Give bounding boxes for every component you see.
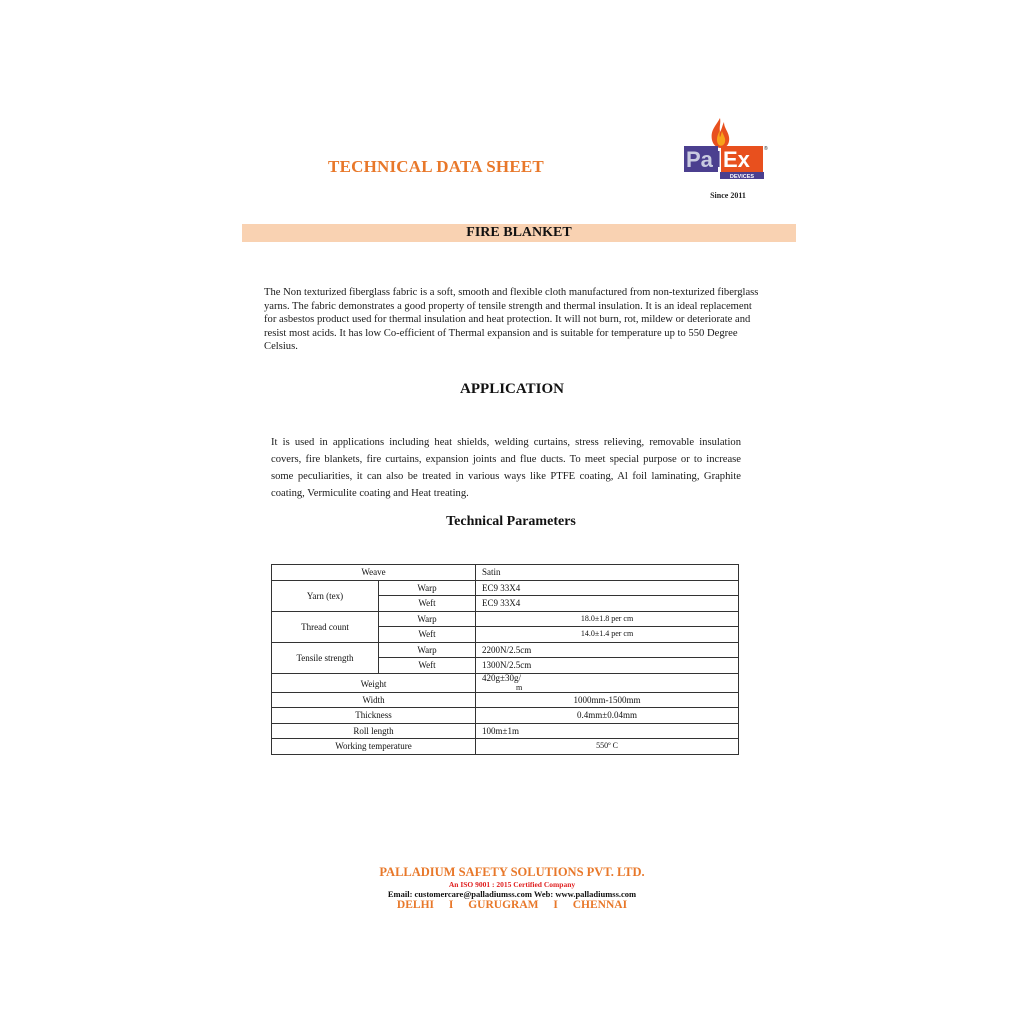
table-row [272,580,739,596]
table-row [272,723,739,739]
param-label: Tensile strength [272,642,379,673]
palex-logo [680,114,768,184]
param-sub-label: Warp [379,611,476,627]
param-label: Working temperature [272,739,476,755]
param-value: 18.0±1.8 per cm [476,611,739,627]
param-value: 1000mm-1500mm [476,692,739,708]
svg-text:®: ® [764,146,768,152]
param-value: 2200N/2.5cm [476,642,739,658]
param-label: Weight [272,673,476,692]
application-heading: APPLICATION [460,381,564,397]
since-label: Since 2011 [710,191,746,200]
param-value: 550º C [476,739,739,755]
param-value: 1300N/2.5cm [476,658,739,674]
city-gurugram: GURUGRAM [468,899,539,911]
company-name: PALLADIUM SAFETY SOLUTIONS PVT. LTD. [379,865,645,879]
table-row [272,708,739,724]
param-value [476,673,739,692]
product-name: FIRE BLANKET [466,225,572,240]
param-label: Thread count [272,611,379,642]
city-separator: I [553,899,558,911]
param-value: 0.4mm±0.04mm [476,708,739,724]
param-label: Width [272,692,476,708]
param-value: 14.0±1.4 per cm [476,627,739,643]
param-label: Yarn (tex) [272,580,379,611]
iso-certification: An ISO 9001 : 2015 Certified Company [448,880,576,889]
table-row [272,673,739,692]
param-sub-label: Weft [379,627,476,643]
svg-text:DEVICES: DEVICES [729,174,755,180]
param-value: 100m±1m [476,723,739,739]
table-row [272,642,739,658]
svg-text:l: l [715,147,722,172]
technical-heading: Technical Parameters [446,514,576,529]
table-row [272,565,739,581]
param-value: EC9 33X4 [476,580,739,596]
param-sub-label: Warp [379,580,476,596]
table-row [272,692,739,708]
table-row [272,739,739,755]
city-separator: I [448,899,454,911]
param-value: EC9 33X4 [476,596,739,612]
param-value: Satin [476,565,739,581]
product-band [242,224,796,242]
application-text: It is used in applications including heat shields, welding curtains, stress relieving, removable insulation covers, fire blankets, fire curtains, expansion joints and flue ducts. To meet special purpose or to increase some peculiarities, it can also be treated in various ways like PTFE coating, Al foil laminating, Graphite coating, Vermiculite coating and Heat treating. [271,437,741,499]
page-title: TECHNICAL DATA SHEET [328,157,544,176]
contact-line: Email: customercare@palladiumss.com Web: www.palladiumss.com [387,889,637,899]
svg-text:Pa: Pa [686,147,713,172]
city-delhi: DELHI [396,899,434,911]
city-chennai: CHENNAI [572,899,628,911]
param-sub-label: Weft [379,658,476,674]
param-label: Thickness [272,708,476,724]
param-sub-label: Warp [379,642,476,658]
weight-unit: m [516,682,523,692]
param-label: Roll length [272,723,476,739]
param-label: Weave [272,565,476,581]
technical-parameters-table [271,564,739,755]
table-row [272,611,739,627]
svg-text:Ex: Ex [723,147,750,172]
product-description: The Non texturized fiberglass fabric is a soft, smooth and flexible cloth manufactured from non-texturized fiberglass yarns. The fabric demonstrates a good property of tensile strength and thermal insulation. It is an ideal replacement for asbestos product used for thermal insulation and heat protection. It will not burn, rot, mildew or deteriorate and resist most acids. It has low Co-efficient of Thermal expansion and is suitable for temperature up to 550 Degree Celsius. [264,287,759,353]
office-cities [312,899,712,911]
param-sub-label: Weft [379,596,476,612]
weight-value: 420g±30g/ [482,673,521,683]
